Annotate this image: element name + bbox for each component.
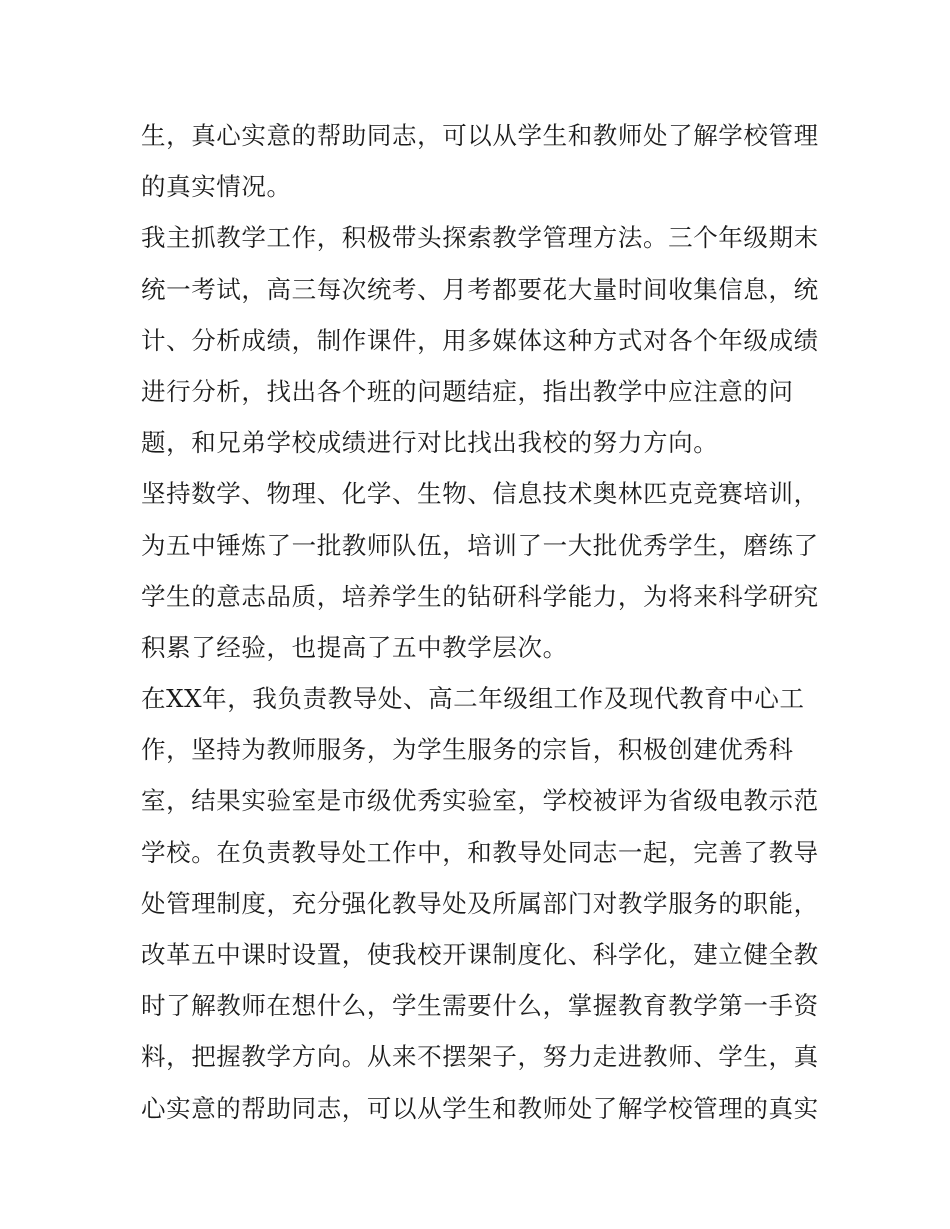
text-line-4: 统一考试，高三每次统考、月考都要花大量时间收集信息，统 — [141, 274, 819, 304]
text-line-5: 计、分析成绩，制作课件，用多媒体这种方式对各个年级成绩 — [141, 325, 819, 355]
text-line-14: 室，结果实验室是市级优秀实验室，学校被评为省级电教示范 — [141, 786, 819, 816]
text-line-18: 时了解教师在想什么，学生需要什么，掌握教育教学第一手资 — [141, 991, 819, 1021]
text-line-3: 我主抓教学工作，积极带头探索教学管理方法。三个年级期末 — [141, 223, 819, 253]
text-line-1: 生，真心实意的帮助同志，可以从学生和教师处了解学校管理 — [141, 121, 819, 150]
text-line-11: 积累了经验，也提高了五中教学层次。 — [141, 632, 568, 662]
text-line-12: 在XX年，我负责教导处、高二年级组工作及现代教育中心工 — [141, 684, 805, 714]
text-line-15: 学校。在负责教导处工作中，和教导处同志一起，完善了教导 — [141, 837, 819, 867]
text-line-20: 心实意的帮助同志，可以从学生和教师处了解学校管理的真实 — [141, 1093, 819, 1123]
text-line-9: 为五中锤炼了一批教师队伍，培训了一大批优秀学生，磨练了 — [141, 530, 819, 560]
text-line-17: 改革五中课时设置，使我校开课制度化、科学化，建立健全教 — [141, 940, 819, 969]
document-body — [141, 110, 821, 1134]
text-line-7: 题，和兄弟学校成绩进行对比找出我校的努力方向。 — [141, 428, 719, 458]
text-line-2: 的真实情况。 — [141, 172, 292, 202]
text-line-8: 坚持数学、物理、化学、生物、信息技术奥林匹克竞赛培训， — [141, 479, 819, 509]
text-line-6: 进行分析，找出各个班的问题结症，指出教学中应注意的问 — [141, 376, 794, 406]
text-line-10: 学生的意志品质，培养学生的钻研科学能力，为将来科学研究 — [141, 581, 819, 611]
text-line-19: 料，把握教学方向。从来不摆架子，努力走进教师、学生，真 — [141, 1042, 819, 1072]
text-line-13: 作，坚持为教师服务，为学生服务的宗旨，积极创建优秀科 — [141, 735, 794, 765]
text-line-16: 处管理制度，充分强化教导处及所属部门对教学服务的职能， — [141, 888, 819, 918]
